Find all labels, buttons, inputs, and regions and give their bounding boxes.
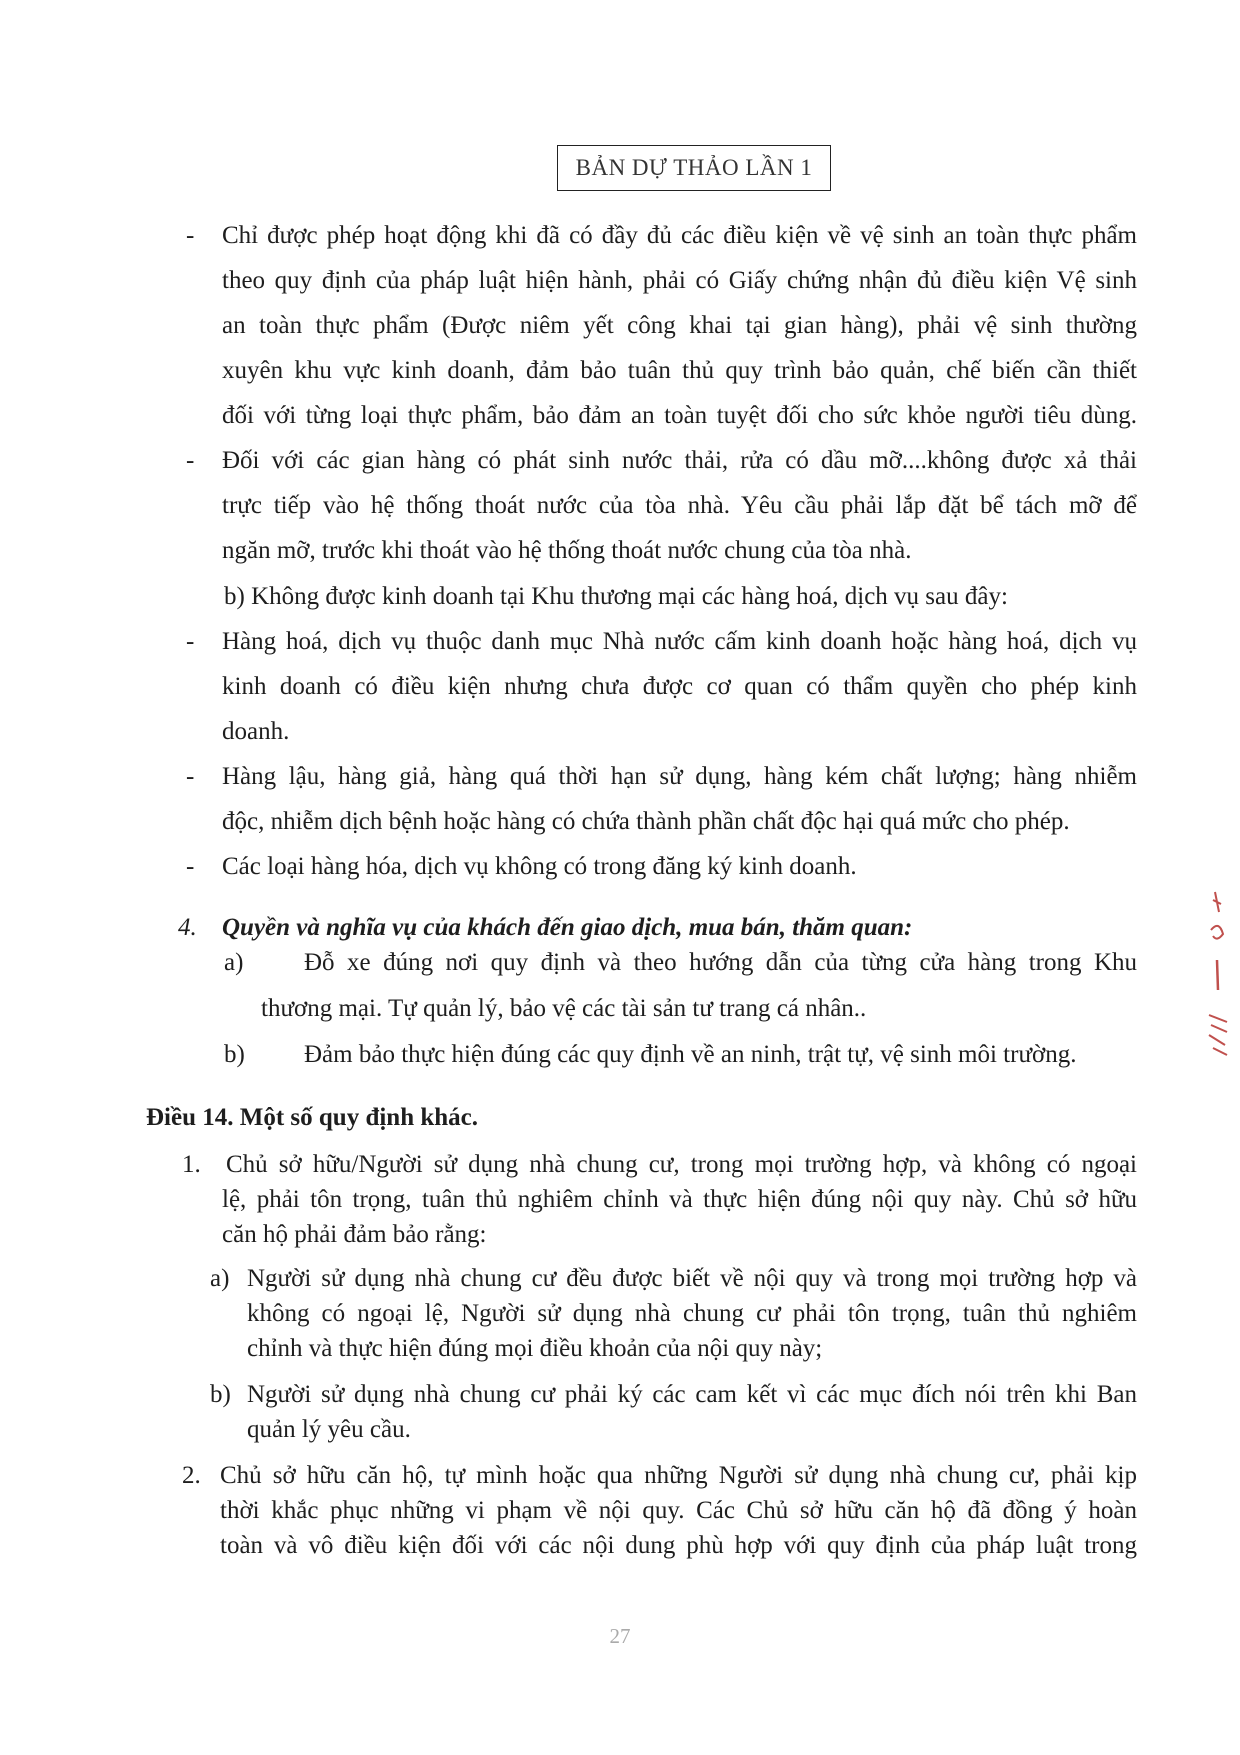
- article-heading: Điều 14. Một số quy định khác.: [146, 1104, 479, 1131]
- draft-stamp: [557, 145, 831, 191]
- list-label: 1.: [182, 1151, 201, 1178]
- bullet-dash: -: [186, 222, 195, 249]
- text-line: xuyên khu vực kinh doanh, đảm bảo tuân thủ quy trình bảo quản, chế biến cần thiết: [222, 357, 1137, 384]
- text-line: Các loại hàng hóa, dịch vụ không có trong đăng ký kinh doanh.: [222, 853, 857, 880]
- bullet-dash: -: [186, 853, 195, 880]
- text-line: đối với từng loại thực phẩm, bảo đảm an toàn tuyệt đối cho sức khỏe người tiêu dùng.: [222, 402, 1137, 429]
- text-line: Chỉ được phép hoạt động khi đã có đầy đủ các điều kiện về vệ sinh an toàn thực phẩm: [222, 222, 1137, 249]
- bullet-dash: -: [186, 447, 195, 474]
- text-line: trực tiếp vào hệ thống thoát nước của tòa nhà. Yêu cầu phải lắp đặt bể tách mỡ để: [222, 492, 1137, 519]
- text-line: lệ, phải tôn trọng, tuân thủ nghiêm chỉnh và thực hiện đúng nội quy này. Chủ sở hữu: [222, 1186, 1137, 1213]
- text-line: doanh.: [222, 718, 290, 745]
- margin-signature-mark: [1205, 890, 1231, 1060]
- text-line: ngăn mỡ, trước khi thoát vào hệ thống thoát nước chung của tòa nhà.: [222, 537, 912, 564]
- text-line: Đỗ xe đúng nơi quy định và theo hướng dẫn của từng cửa hàng trong Khu: [304, 949, 1137, 976]
- text-line: chỉnh và thực hiện đúng mọi điều khoản của nội quy này;: [247, 1335, 823, 1362]
- list-label: b): [210, 1381, 231, 1408]
- text-line: độc, nhiễm dịch bệnh hoặc hàng có chứa thành phần chất độc hại quá mức cho phép.: [222, 808, 1070, 835]
- text-line: toàn và vô điều kiện đối với các nội dung phù hợp với quy định của pháp luật trong: [220, 1532, 1137, 1559]
- text-line: Đối với các gian hàng có phát sinh nước thải, rửa có dầu mỡ....không được xả thải: [222, 447, 1137, 474]
- text-line: không có ngoại lệ, Người sử dụng nhà chung cư phải tôn trọng, tuân thủ nghiêm: [247, 1300, 1137, 1327]
- bullet-dash: -: [186, 628, 195, 655]
- section-4-number: 4.: [178, 914, 197, 941]
- text-line: quản lý yêu cầu.: [247, 1416, 411, 1443]
- text-line: kinh doanh có điều kiện nhưng chưa được cơ quan có thẩm quyền cho phép kinh: [222, 673, 1137, 700]
- text-line: b) Không được kinh doanh tại Khu thương mại các hàng hoá, dịch vụ sau đây:: [224, 583, 1008, 610]
- text-line: thời khắc phục những vi phạm về nội quy. Các Chủ sở hữu căn hộ đã đồng ý hoàn: [220, 1497, 1137, 1524]
- page-number: 27: [609, 1624, 631, 1648]
- list-label: a): [210, 1265, 230, 1292]
- list-label: 2.: [182, 1462, 201, 1489]
- text-line: thương mại. Tự quản lý, bảo vệ các tài sản tư trang cá nhân..: [261, 995, 867, 1022]
- text-line: theo quy định của pháp luật hiện hành, phải có Giấy chứng nhận đủ điều kiện Vệ sinh: [222, 267, 1137, 294]
- bullet-dash: -: [186, 763, 195, 790]
- text-line: Đảm bảo thực hiện đúng các quy định về an ninh, trật tự, vệ sinh môi trường.: [304, 1041, 1077, 1068]
- text-line: Hàng lậu, hàng giả, hàng quá thời hạn sử dụng, hàng kém chất lượng; hàng nhiễm: [222, 763, 1137, 790]
- text-line: Hàng hoá, dịch vụ thuộc danh mục Nhà nước cấm kinh doanh hoặc hàng hoá, dịch vụ: [222, 628, 1137, 655]
- text-line: Người sử dụng nhà chung cư phải ký các cam kết vì các mục đích nói trên khi Ban: [247, 1381, 1137, 1408]
- text-line: an toàn thực phẩm (Được niêm yết công khai tại gian hàng), phải vệ sinh thường: [222, 312, 1137, 339]
- text-line: Người sử dụng nhà chung cư đều được biết về nội quy và trong mọi trường hợp và: [247, 1265, 1137, 1292]
- text-line: căn hộ phải đảm bảo rằng:: [222, 1221, 487, 1248]
- draft-label: BẢN DỰ THẢO LẦN 1: [575, 155, 813, 180]
- section-4-title: Quyền và nghĩa vụ của khách đến giao dịch, mua bán, thăm quan:: [222, 914, 913, 941]
- list-label: b): [224, 1041, 245, 1068]
- list-label: a): [224, 949, 244, 976]
- text-line: Chủ sở hữu/Người sử dụng nhà chung cư, trong mọi trường hợp, và không có ngoại: [226, 1151, 1137, 1178]
- text-line: Chủ sở hữu căn hộ, tự mình hoặc qua những Người sử dụng nhà chung cư, phải kịp: [220, 1462, 1137, 1489]
